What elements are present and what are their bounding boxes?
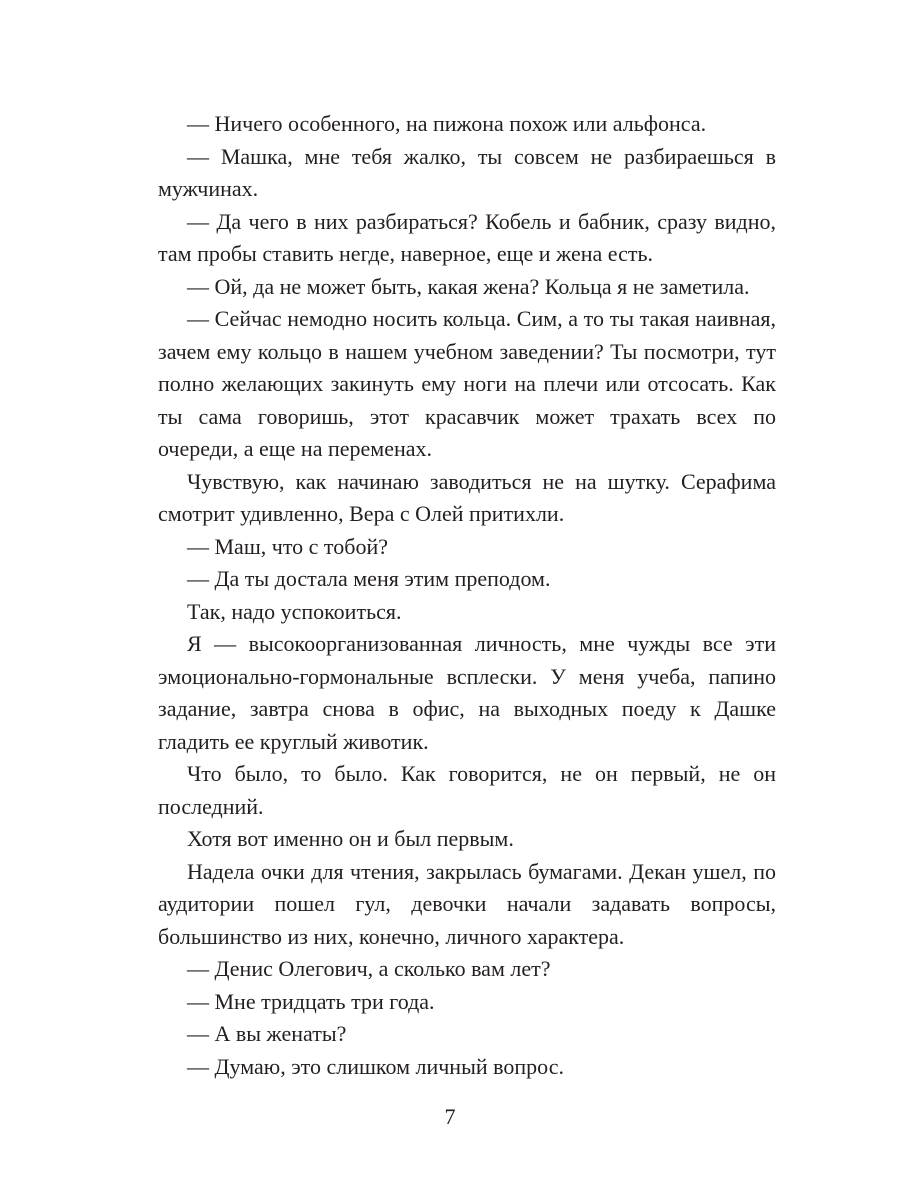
paragraph-11: Что было, то было. Как говорится, не он первый, не он последний. xyxy=(158,761,776,819)
page-number: 7 xyxy=(444,1104,456,1129)
paragraph-6: Чувствую, как начинаю заводиться не на шутку. Серафима смотрит удивленно, Вера с Олей притихли. xyxy=(158,468,776,526)
paragraph-13: Надела очки для чтения, закрылась бумагами. Декан ушел, по аудитории пошел гул, девочки начали задавать вопросы, большинство из них, конечно, личного характера. xyxy=(158,858,776,949)
paragraph-16: — А вы женаты? xyxy=(187,1021,347,1046)
paragraph-5: — Сейчас немодно носить кольца. Сим, а то ты такая наивная, зачем ему кольцо в нашем учебном заведении? Ты посмотри, тут полно желающих закинуть ему ноги на плечи или отсосать. Как ты сама говоришь, этот красавчик может трахать всех по очереди, а еще на переменах. xyxy=(158,306,776,461)
paragraph-1: — Ничего особенного, на пижона похож или альфонса. xyxy=(187,111,707,136)
paragraph-15: — Мне тридцать три года. xyxy=(187,988,435,1014)
paragraph-14: — Денис Олегович, а сколько вам лет? xyxy=(187,956,551,981)
paragraph-17: — Думаю, это слишком личный вопрос. xyxy=(187,1053,564,1079)
paragraph-8: — Да ты достала меня этим преподом. xyxy=(187,566,551,591)
paragraph-12: Хотя вот именно он и был первым. xyxy=(187,826,514,851)
paragraph-3: — Да чего в них разбираться? Кобель и бабник, сразу видно, там пробы ставить негде, наверное, еще и жена есть. xyxy=(158,208,776,266)
page-body-text xyxy=(158,108,776,1083)
paragraph-10: Я — высокоорганизованная личность, мне чужды все эти эмоционально-гормональные всплески. У меня учеба, папино задание, завтра снова в офис, на выходных поеду к Дашке гладить ее круглый животик. xyxy=(158,631,776,754)
paragraph-4: — Ой, да не может быть, какая жена? Кольца я не заметила. xyxy=(187,273,750,299)
paragraph-9: Так, надо успокоиться. xyxy=(187,598,402,624)
paragraph-7: — Маш, что с тобой? xyxy=(187,533,388,559)
paragraph-2: — Машка, мне тебя жалко, ты совсем не разбираешься в мужчинах. xyxy=(158,143,776,201)
